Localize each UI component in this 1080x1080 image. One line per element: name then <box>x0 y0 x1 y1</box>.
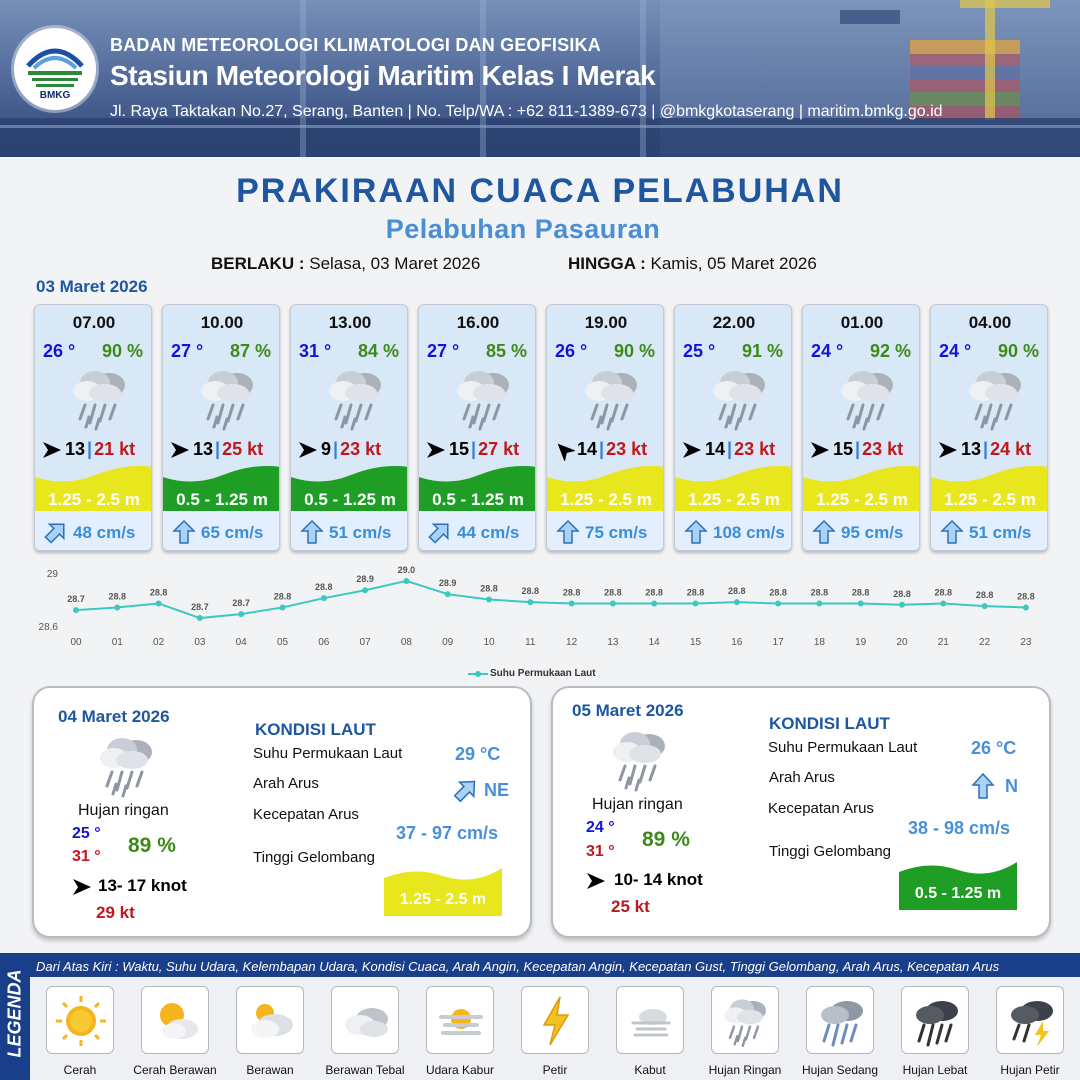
legend-item <box>806 986 874 1054</box>
card-wave-height: 0.5 - 1.25 m <box>176 490 268 509</box>
x-tick-label: 08 <box>400 637 412 648</box>
day3-sst: 26 °C <box>971 738 1017 758</box>
data-point <box>899 602 905 608</box>
wind-direction-icon <box>553 439 575 461</box>
light-rain-icon <box>449 363 519 433</box>
legend-side <box>0 953 30 1080</box>
card-current-speed: 44 cm/s <box>457 523 520 542</box>
card-wind <box>65 439 151 460</box>
card-wind-speed: 13 <box>65 439 86 459</box>
card-gust: 25 kt <box>222 439 264 459</box>
data-label: 28.8 <box>273 591 292 602</box>
data-label: 28.8 <box>934 587 953 598</box>
day2-sst: 29 °C <box>455 744 501 764</box>
x-tick-label: 15 <box>689 637 702 648</box>
forecast-card <box>418 304 536 551</box>
day3-humidity: 89 % <box>642 828 690 851</box>
card-wind <box>577 439 663 460</box>
data-label: 28.8 <box>521 586 540 597</box>
thunderstorm-icon <box>1003 993 1059 1049</box>
card-wind <box>833 439 919 460</box>
card-humidity: 87 % <box>229 341 271 361</box>
legend-item-label: Petir <box>542 1063 568 1077</box>
forecast-card <box>162 304 280 551</box>
day3-kondisi-title: KONDISI LAUT <box>769 714 890 733</box>
valid-from-label: BERLAKU : <box>211 254 305 273</box>
card-current-speed: 75 cm/s <box>585 523 648 542</box>
sst-line-chart <box>0 560 1080 660</box>
card-wind-speed: 13 <box>961 439 982 459</box>
data-label: 28.9 <box>438 578 457 589</box>
light-rain-icon <box>718 993 774 1049</box>
x-tick-label: 07 <box>359 637 371 648</box>
data-label: 28.8 <box>108 591 127 602</box>
day3-curspeed-label: Kecepatan Arus <box>768 800 874 817</box>
x-tick-label: 09 <box>442 637 454 648</box>
day2-panel <box>32 686 532 938</box>
data-point <box>114 604 120 610</box>
current-direction-icon <box>427 519 453 545</box>
x-tick-label: 01 <box>111 637 123 648</box>
wind-arrow-icon <box>72 878 92 896</box>
data-point <box>816 600 822 606</box>
forecast-card <box>930 304 1048 551</box>
card-gust: 23 kt <box>340 439 382 459</box>
data-label: 28.8 <box>1017 591 1035 602</box>
day3-tmax: 31 ° <box>586 843 615 860</box>
data-point <box>982 603 988 609</box>
data-point <box>486 597 492 603</box>
legend-item-label: Berawan Tebal <box>325 1063 405 1077</box>
data-label: 28.7 <box>191 602 209 613</box>
x-tick-label: 03 <box>194 637 206 648</box>
separator: | <box>855 439 861 459</box>
data-label: 28.8 <box>975 590 994 601</box>
port-name: Pelabuhan Pasauran <box>385 214 661 244</box>
card-humidity: 90 % <box>997 341 1039 361</box>
card-temperature: 31 ° <box>299 341 332 361</box>
card-temperature: 27 ° <box>171 341 204 361</box>
data-label: 28.8 <box>851 587 870 598</box>
current-direction-icon <box>299 519 325 545</box>
wind-direction-icon <box>41 439 63 461</box>
y-tick-label: 29 <box>46 569 58 580</box>
x-tick-label: 23 <box>1020 637 1032 648</box>
data-label: 28.8 <box>604 587 622 598</box>
data-label: 28.8 <box>686 587 705 598</box>
data-label: 28.9 <box>356 574 374 585</box>
x-tick-label: 11 <box>525 637 536 648</box>
card-wind-speed: 14 <box>705 439 726 459</box>
x-tick-label: 13 <box>607 637 619 648</box>
data-point <box>569 600 575 606</box>
wind-direction-icon <box>937 439 959 461</box>
data-label: 28.8 <box>149 587 168 598</box>
light-rain-icon <box>705 363 775 433</box>
data-label: 28.8 <box>645 587 663 598</box>
current-direction-icon <box>171 519 197 545</box>
current-direction-icon <box>555 519 581 545</box>
day3-wave-label: Tinggi Gelombang <box>769 843 892 860</box>
wind-direction-icon <box>169 439 191 461</box>
legend-item <box>901 986 969 1054</box>
valid-to-value: Kamis, 05 Maret 2026 <box>650 254 817 273</box>
card-wave-height: 0.5 - 1.25 m <box>432 490 524 509</box>
legend-item <box>236 986 304 1054</box>
valid-from-value: Selasa, 03 Maret 2026 <box>309 254 481 273</box>
day3-panel <box>551 686 1051 938</box>
data-point <box>940 600 946 606</box>
day2-kondisi-title: KONDISI LAUT <box>255 720 376 739</box>
data-point <box>693 600 699 606</box>
legend-item <box>331 986 399 1054</box>
data-point <box>197 615 203 621</box>
light-rain-icon <box>605 724 675 794</box>
data-label: 28.7 <box>232 598 250 609</box>
data-label: 28.8 <box>480 583 498 594</box>
separator: | <box>215 439 221 459</box>
legend-item-label: Cerah <box>63 1063 97 1077</box>
card-temperature: 25 ° <box>683 341 716 361</box>
separator: | <box>599 439 605 459</box>
day3-curdir-label: Arah Arus <box>769 769 835 786</box>
day3-gust: 25 kt <box>611 897 650 916</box>
day3-sst-label: Suhu Permukaan Laut <box>768 739 918 756</box>
legend-item-label: Hujan Lebat <box>902 1063 968 1077</box>
legend-item <box>996 986 1064 1054</box>
x-tick-label: 02 <box>153 637 165 648</box>
card-humidity: 85 % <box>485 341 527 361</box>
card-humidity: 91 % <box>741 341 783 361</box>
card-temperature: 24 ° <box>811 341 844 361</box>
day3-wind: 10- 14 knot <box>614 870 703 889</box>
data-point <box>651 600 657 606</box>
x-tick-label: 04 <box>235 637 247 648</box>
day2-humidity: 89 % <box>128 834 176 857</box>
legend-item-label: Hujan Petir <box>1000 1063 1060 1077</box>
card-time: 22.00 <box>712 313 756 332</box>
forecast-card <box>802 304 920 551</box>
card-wind-speed: 9 <box>321 439 332 459</box>
day2-date: 04 Maret 2026 <box>58 707 170 726</box>
current-direction-icon <box>683 519 709 545</box>
card-wave-height: 1.25 - 2.5 m <box>816 490 908 509</box>
card-wind <box>193 439 279 460</box>
x-tick-label: 00 <box>70 637 82 648</box>
current-direction-icon <box>452 776 480 804</box>
separator: | <box>983 439 989 459</box>
day3-curdir: N <box>1005 776 1018 796</box>
valid-to-label: HINGGA : <box>568 254 646 273</box>
legend-item <box>141 986 209 1054</box>
card-current-speed: 65 cm/s <box>201 523 264 542</box>
card-current-speed: 108 cm/s <box>713 523 785 542</box>
data-label: 28.7 <box>67 594 85 605</box>
x-tick-label: 19 <box>855 637 867 648</box>
page-title: PRAKIRAAN CUACA PELABUHAN <box>236 172 844 210</box>
legend-item <box>521 986 589 1054</box>
wind-direction-icon <box>425 439 447 461</box>
chart-legend-label: Suhu Permukaan Laut <box>490 668 596 679</box>
day3-curspeed: 38 - 98 cm/s <box>908 818 1011 838</box>
card-wind <box>705 439 791 460</box>
card-wind-speed: 15 <box>833 439 854 459</box>
org-name: BADAN METEOROLOGI KLIMATOLOGI DAN GEOFISIKA <box>110 35 601 55</box>
day2-curdir-label: Arah Arus <box>253 775 319 792</box>
moderate-rain-icon <box>813 993 869 1049</box>
card-time: 10.00 <box>200 313 244 332</box>
legend-item-label: Udara Kabur <box>425 1063 495 1077</box>
card-wave-height: 0.5 - 1.25 m <box>304 490 396 509</box>
x-tick-label: 14 <box>648 637 660 648</box>
card-time: 19.00 <box>584 313 628 332</box>
x-tick-label: 12 <box>566 637 578 648</box>
card-temperature: 27 ° <box>427 341 460 361</box>
data-point <box>775 600 781 606</box>
card-wind-speed: 15 <box>449 439 470 459</box>
day2-sst-label: Suhu Permukaan Laut <box>253 745 403 762</box>
wind-arrow-icon <box>586 872 606 890</box>
card-time: 01.00 <box>840 313 884 332</box>
x-tick-label: 10 <box>483 637 495 648</box>
card-temperature: 26 ° <box>43 341 76 361</box>
cloud-sun-icon <box>243 993 299 1049</box>
current-direction-icon <box>43 519 69 545</box>
card-temperature: 26 ° <box>555 341 588 361</box>
card-gust: 23 kt <box>734 439 776 459</box>
logo-mark-icon <box>14 28 96 90</box>
card-wind <box>321 439 407 460</box>
station-name: Stasiun Meteorologi Maritim Kelas I Merak <box>110 60 656 91</box>
card-gust: 24 kt <box>990 439 1032 459</box>
data-point <box>280 604 286 610</box>
card-wind-speed: 13 <box>193 439 214 459</box>
data-point <box>362 587 368 593</box>
wind-direction-icon <box>809 439 831 461</box>
series-line <box>76 581 1026 618</box>
x-tick-label: 17 <box>772 637 784 648</box>
card-wind-speed: 14 <box>577 439 598 459</box>
card-humidity: 90 % <box>101 341 143 361</box>
data-label: 28.8 <box>562 587 581 598</box>
card-gust: 23 kt <box>606 439 648 459</box>
legend-item <box>616 986 684 1054</box>
current-direction-icon <box>939 519 965 545</box>
card-wind <box>449 439 535 460</box>
forecast-card <box>546 304 664 551</box>
current-direction-icon <box>811 519 837 545</box>
legend-item <box>711 986 779 1054</box>
card-wave-height: 1.25 - 2.5 m <box>944 490 1036 509</box>
data-point <box>73 607 79 613</box>
day2-wind: 13- 17 knot <box>98 876 187 895</box>
sun-cloud-icon <box>148 993 204 1049</box>
data-label: 28.8 <box>728 586 746 597</box>
card-current-speed: 51 cm/s <box>329 523 392 542</box>
legend-item-label: Berawan <box>246 1063 294 1077</box>
legend-item-label: Cerah Berawan <box>133 1063 217 1077</box>
x-tick-label: 05 <box>276 637 289 648</box>
valid-to <box>568 254 817 274</box>
light-rain-icon <box>577 363 647 433</box>
haze-icon <box>433 993 489 1049</box>
day2-curspeed-label: Kecepatan Arus <box>253 806 359 823</box>
logo-text: BMKG <box>39 90 71 101</box>
x-tick-label: 16 <box>731 637 743 648</box>
data-point <box>238 611 244 617</box>
data-point <box>527 599 533 605</box>
data-label: 28.8 <box>315 582 333 593</box>
data-label: 29.0 <box>397 564 416 575</box>
bmkg-logo <box>14 28 96 110</box>
data-point <box>156 600 162 606</box>
card-time: 13.00 <box>328 313 372 332</box>
data-label: 28.8 <box>769 587 787 598</box>
y-tick-label: 28.6 <box>38 622 58 633</box>
card-temperature: 24 ° <box>939 341 972 361</box>
card-humidity: 84 % <box>357 341 399 361</box>
data-point <box>610 600 616 606</box>
card-time: 16.00 <box>456 313 500 332</box>
legend-description: Dari Atas Kiri : Waktu, Suhu Udara, Kelembapan Udara, Kondisi Cuaca, Arah Angin, Kecepatan Angin, Kecepatan Gust, Tinggi Gelombang, Arah Arus, Kecepatan Arus <box>36 959 1000 974</box>
x-tick-label: 21 <box>937 637 949 648</box>
data-point <box>858 600 864 606</box>
card-gust: 23 kt <box>862 439 904 459</box>
day2-wave-label: Tinggi Gelombang <box>253 849 376 866</box>
light-rain-icon <box>65 363 135 433</box>
legend-item-label: Hujan Sedang <box>801 1063 879 1077</box>
day3-wave: 0.5 - 1.25 m <box>914 885 1002 902</box>
x-tick-label: 18 <box>813 637 825 648</box>
day2-wave: 1.25 - 2.5 m <box>399 891 487 908</box>
data-point <box>403 578 409 584</box>
day2-tmin: 25 ° <box>72 825 101 842</box>
cloudy-icon <box>338 993 394 1049</box>
data-point <box>734 599 740 605</box>
contact-line: Jl. Raya Taktakan No.27, Serang, Banten | No. Telp/WA : +62 811-1389-673 | @bmkgkotaserang | maritim.bmkg.go.id <box>110 103 943 120</box>
card-gust: 27 kt <box>478 439 520 459</box>
light-rain-icon <box>92 730 162 800</box>
forecast-card <box>674 304 792 551</box>
light-rain-icon <box>321 363 391 433</box>
day3-tmin: 24 ° <box>586 819 615 836</box>
card-time: 04.00 <box>968 313 1012 332</box>
day2-curspeed: 37 - 97 cm/s <box>396 823 499 843</box>
fog-icon <box>623 993 679 1049</box>
card-current-speed: 48 cm/s <box>73 523 136 542</box>
wind-direction-icon <box>297 439 319 461</box>
legend-title: LEGENDA <box>4 969 25 1058</box>
x-tick-label: 20 <box>896 637 908 648</box>
legend-item <box>426 986 494 1054</box>
light-rain-icon <box>833 363 903 433</box>
sun-icon <box>53 993 109 1049</box>
heavy-rain-icon <box>908 993 964 1049</box>
light-rain-icon <box>961 363 1031 433</box>
day2-condition: Hujan ringan <box>78 802 169 819</box>
data-label: 28.8 <box>810 587 829 598</box>
header-banner <box>0 0 1080 157</box>
data-point <box>1023 604 1029 610</box>
legend-item-label: Kabut <box>634 1063 666 1077</box>
card-wind <box>961 439 1047 460</box>
lightning-icon <box>528 993 584 1049</box>
x-tick-label: 06 <box>318 637 330 648</box>
light-rain-icon <box>193 363 263 433</box>
card-wave-height: 1.25 - 2.5 m <box>688 490 780 509</box>
day3-date: 05 Maret 2026 <box>572 701 684 720</box>
card-gust: 21 kt <box>94 439 136 459</box>
x-tick-label: 22 <box>979 637 991 648</box>
separator: | <box>87 439 93 459</box>
card-wave-height: 1.25 - 2.5 m <box>48 490 140 509</box>
data-label: 28.8 <box>893 588 911 599</box>
day3-condition: Hujan ringan <box>592 796 683 813</box>
separator: | <box>471 439 477 459</box>
card-time: 07.00 <box>72 313 116 332</box>
separator: | <box>727 439 733 459</box>
day2-gust: 29 kt <box>96 903 135 922</box>
card-wave-height: 1.25 - 2.5 m <box>560 490 652 509</box>
data-point <box>321 595 327 601</box>
card-current-speed: 95 cm/s <box>841 523 904 542</box>
current-direction-icon <box>969 772 997 800</box>
day2-tmax: 31 ° <box>72 848 101 865</box>
valid-from <box>211 254 480 274</box>
card-current-speed: 51 cm/s <box>969 523 1032 542</box>
wind-direction-icon <box>681 439 703 461</box>
legend-item-label: Hujan Ringan <box>708 1063 782 1077</box>
day1-date: 03 Maret 2026 <box>36 277 148 296</box>
chart-legend-marker <box>468 668 488 680</box>
separator: | <box>333 439 339 459</box>
data-point <box>445 591 451 597</box>
forecast-card <box>290 304 408 551</box>
day2-curdir: NE <box>484 780 510 800</box>
legend-item <box>46 986 114 1054</box>
forecast-card <box>34 304 152 551</box>
card-humidity: 92 % <box>869 341 911 361</box>
card-humidity: 90 % <box>613 341 655 361</box>
